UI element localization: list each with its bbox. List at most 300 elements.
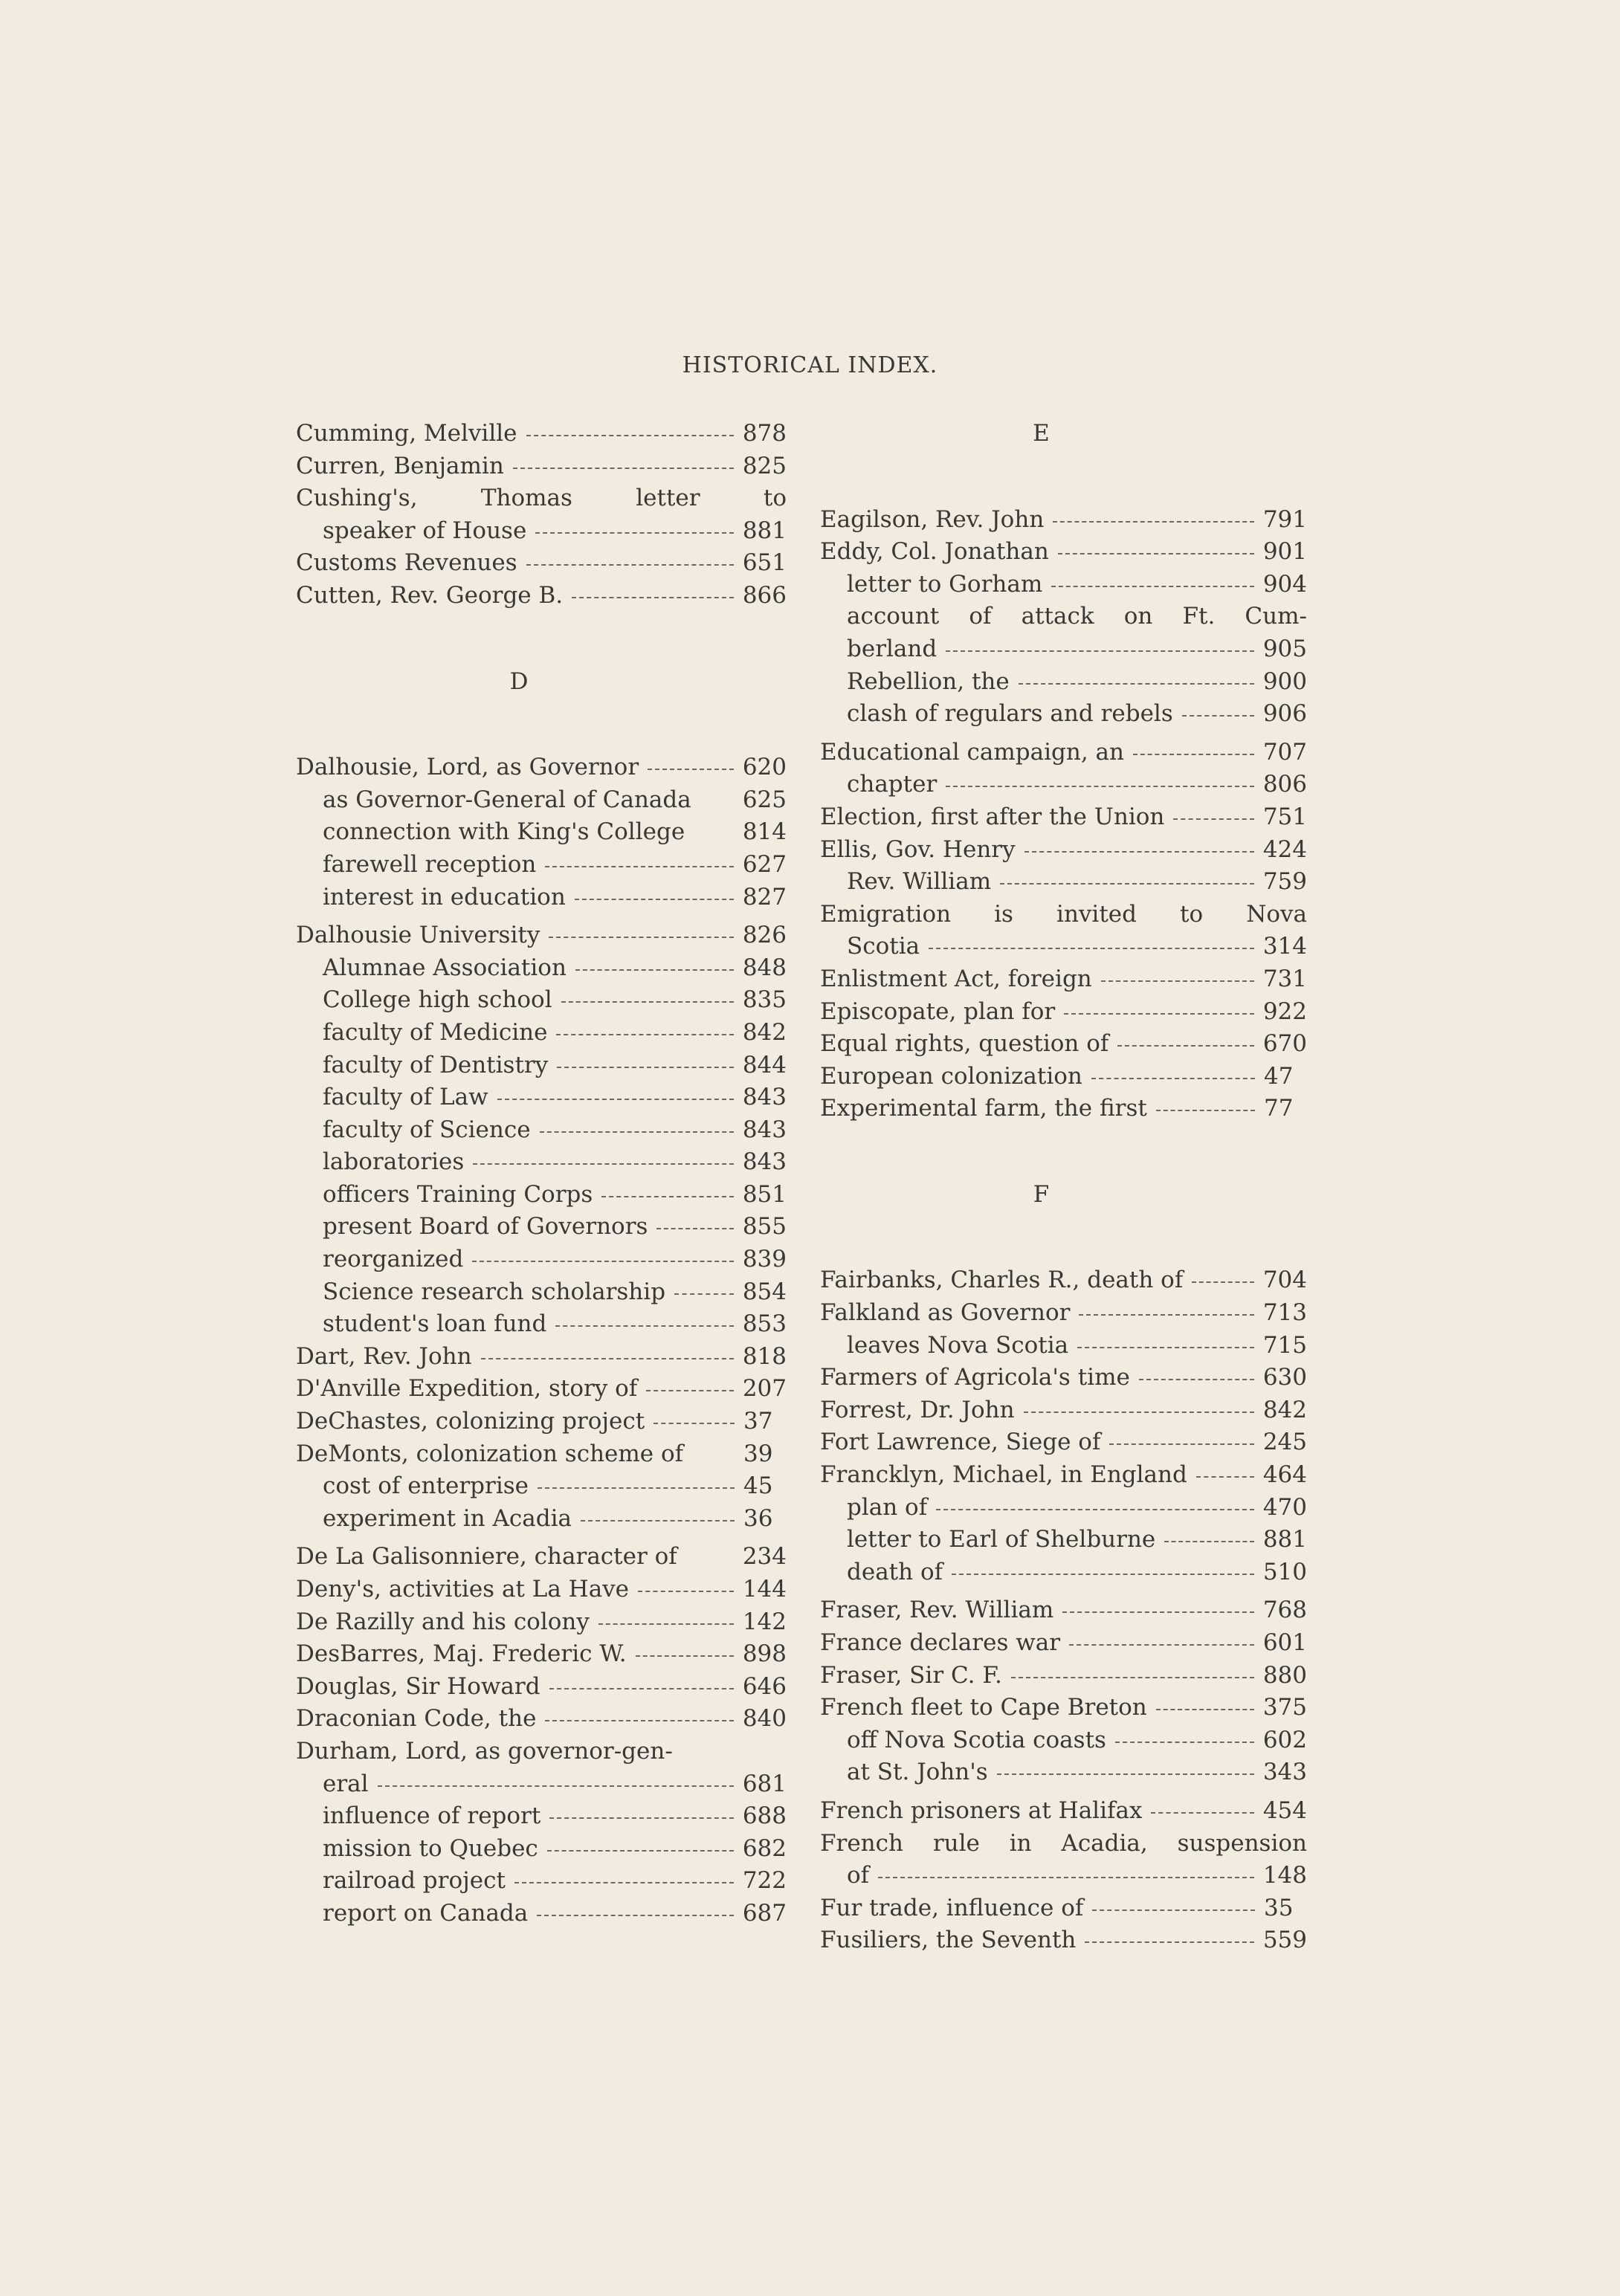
index-entry (820, 1759, 1307, 1791)
index-entry (296, 1052, 787, 1084)
section-spacer (820, 1213, 1307, 1267)
page-number: 627 (742, 850, 787, 878)
dot-leader (581, 1520, 735, 1521)
dot-leader (598, 1623, 734, 1625)
entry-text: DeMonts, colonization scheme of (296, 1440, 684, 1467)
entry-text: present Board of Governors (323, 1213, 648, 1241)
index-entry (820, 868, 1307, 901)
section-spacer (296, 615, 787, 668)
index-entry (820, 1095, 1307, 1128)
index-entry (296, 1181, 787, 1214)
page-number: 843 (742, 1148, 787, 1176)
entry-text: officers Training Corps (323, 1180, 593, 1208)
page-number: 768 (1262, 1597, 1307, 1624)
dot-leader (549, 1817, 733, 1819)
dot-leader (1101, 980, 1254, 982)
entry-text: Enlistment Act, foreign (820, 965, 1092, 992)
index-entry (296, 1900, 787, 1933)
index-entry (296, 954, 787, 987)
page-number: 45 (743, 1472, 773, 1500)
entry-text: Fraser, Sir C. F. (820, 1661, 1002, 1689)
entry-text: Falkland as Governor (820, 1299, 1071, 1327)
index-entry (296, 1472, 787, 1505)
index-entry (820, 771, 1307, 803)
index-entry (296, 1608, 787, 1641)
index-entry (820, 603, 1307, 636)
page-number: 853 (742, 1310, 787, 1338)
entry-text: railroad project (323, 1867, 506, 1895)
page-number: 731 (1262, 965, 1307, 992)
dot-leader (540, 1131, 734, 1133)
entry-text: Rebellion, the (847, 667, 1010, 695)
dot-leader (1139, 1379, 1254, 1380)
page-number: 818 (742, 1342, 787, 1370)
page-number: 827 (742, 883, 787, 911)
index-entry (820, 1299, 1307, 1332)
entry-text: Durham, Lord, as governor-gen- (296, 1737, 673, 1765)
index-entry (296, 1148, 787, 1181)
dot-leader (556, 1034, 733, 1035)
section-spacer (296, 700, 787, 754)
page-number: 510 (1262, 1558, 1307, 1585)
entry-text: Scotia (847, 933, 920, 960)
index-entry (820, 1830, 1307, 1863)
index-entry (820, 966, 1307, 998)
page-number: 601 (1262, 1629, 1307, 1656)
dot-leader (575, 969, 734, 971)
entry-text: Experimental farm, the first (820, 1095, 1147, 1122)
page-number: 559 (1262, 1927, 1307, 1954)
dot-leader (481, 1358, 734, 1359)
page-number: 630 (1262, 1364, 1307, 1391)
page-number: 814 (742, 818, 787, 846)
page-number: 36 (743, 1504, 773, 1532)
entry-text: DesBarres, Maj. Frederic W. (296, 1640, 627, 1668)
page-number: 826 (742, 922, 787, 949)
entry-text: Educational campaign, an (820, 738, 1124, 766)
dot-leader (545, 866, 733, 867)
dot-leader (1062, 1611, 1254, 1613)
entry-text: Curren, Benjamin (296, 452, 504, 479)
page-number: 47 (1264, 1062, 1294, 1090)
index-entry (820, 1727, 1307, 1759)
page-number: 707 (1262, 738, 1307, 766)
page-number: 843 (742, 1084, 787, 1111)
entry-text: connection with King's College (323, 818, 685, 846)
dot-leader (514, 1882, 734, 1883)
index-entry (296, 549, 787, 582)
entry-text: Fort Lawrence, Siege of (820, 1429, 1101, 1456)
dot-leader (946, 786, 1254, 787)
index-entry (296, 986, 787, 1019)
index-entry (820, 1895, 1307, 1927)
spacer (820, 1591, 1307, 1597)
entry-text: Equal rights, question of (820, 1030, 1109, 1058)
entry-text: D'Anville Expedition, story of (296, 1375, 638, 1403)
dot-leader (646, 1390, 734, 1391)
index-entry (820, 1461, 1307, 1494)
entry-text: mission to Quebec (323, 1834, 538, 1862)
page-number: 375 (1262, 1694, 1307, 1721)
entry-text: Emigration is invited to Nova (820, 900, 1307, 928)
index-entry (820, 1662, 1307, 1695)
index-entry (820, 836, 1307, 869)
dot-leader (997, 1773, 1254, 1775)
page-number: 620 (742, 754, 787, 781)
entry-text: Eddy, Col. Jonathan (820, 538, 1049, 566)
page-number: 881 (1262, 1526, 1307, 1553)
page-number: 791 (1262, 505, 1307, 533)
dot-leader (561, 1001, 734, 1003)
index-entry (296, 1084, 787, 1116)
index-entry (296, 1770, 787, 1803)
index-entry (820, 1927, 1307, 1959)
entry-text: De La Galisonniere, character of (296, 1543, 677, 1571)
dot-leader (513, 468, 734, 469)
index-entry (820, 1526, 1307, 1559)
section-spacer (820, 1128, 1307, 1181)
page-number: 77 (1264, 1095, 1294, 1122)
entry-text: as Governor-General of Canada (323, 786, 691, 813)
dot-leader (1196, 1476, 1254, 1478)
index-entry (820, 1597, 1307, 1629)
entry-text: DeChastes, colonizing project (296, 1408, 645, 1435)
entry-text: reorganized (323, 1246, 464, 1273)
page-number: 687 (742, 1899, 787, 1927)
page-number: 39 (743, 1440, 773, 1467)
index-entry (296, 1802, 787, 1835)
dot-leader (878, 1877, 1254, 1878)
index-entry (820, 1862, 1307, 1895)
page-number: 906 (1262, 700, 1307, 728)
dot-leader (636, 1655, 734, 1657)
entry-text: clash of regulars and rebels (847, 700, 1173, 728)
entry-text: Dart, Rev. John (296, 1342, 472, 1370)
dot-leader (1024, 1411, 1254, 1413)
entry-text: Dalhousie, Lord, as Governor (296, 754, 639, 781)
dot-leader (1117, 1045, 1253, 1047)
index-column-left (296, 420, 787, 1933)
dot-leader (1091, 1078, 1255, 1079)
dot-leader (572, 597, 734, 598)
page-number: 898 (742, 1640, 787, 1668)
index-entry (296, 453, 787, 485)
index-entry (296, 1543, 787, 1576)
dot-leader (674, 1293, 734, 1295)
index-entry (296, 1278, 787, 1311)
page-number: 759 (1262, 868, 1307, 896)
index-entry (820, 1797, 1307, 1830)
dot-leader (1182, 715, 1254, 717)
entry-text: Eagilson, Rev. John (820, 505, 1045, 533)
dot-leader (1109, 1443, 1253, 1445)
entry-text: speaker of House (323, 517, 527, 544)
dot-leader (555, 1325, 733, 1327)
index-entry (296, 1246, 787, 1278)
page-number: 901 (1262, 538, 1307, 566)
page-number: 681 (742, 1770, 787, 1797)
index-entry (296, 1408, 787, 1440)
page-number: 905 (1262, 635, 1307, 662)
page-number: 851 (742, 1180, 787, 1208)
entry-text: interest in education (323, 883, 566, 911)
index-entry (820, 571, 1307, 604)
index-entry (820, 1332, 1307, 1365)
index-entry (296, 1019, 787, 1052)
entry-text: at St. John's (847, 1759, 988, 1786)
dot-leader (1085, 1941, 1253, 1943)
dot-leader (936, 1509, 1254, 1510)
dot-leader (638, 1591, 734, 1592)
index-entry (820, 1364, 1307, 1397)
index-entry (296, 922, 787, 954)
page-number: 848 (742, 954, 787, 981)
index-entry (820, 739, 1307, 772)
dot-leader (526, 564, 734, 566)
entry-text: leaves Nova Scotia (847, 1331, 1069, 1359)
page-number: 839 (742, 1246, 787, 1273)
page-number: 646 (742, 1672, 787, 1700)
index-entry (820, 803, 1307, 836)
entry-text: letter to Gorham (847, 570, 1043, 598)
index-entry (820, 1030, 1307, 1063)
entry-text: eral (323, 1770, 369, 1797)
dot-leader (1011, 1677, 1254, 1678)
entry-text: Forrest, Dr. John (820, 1396, 1015, 1423)
entry-text: plan of (847, 1493, 928, 1521)
index-entry (296, 786, 787, 819)
page-number: 880 (1262, 1661, 1307, 1689)
index-entry (820, 933, 1307, 966)
entry-text: Deny's, activities at La Have (296, 1576, 630, 1603)
entry-text: De Razilly and his colony (296, 1608, 590, 1635)
section-spacer (820, 453, 1307, 506)
page-number: 314 (1262, 933, 1307, 960)
index-entry (296, 1375, 787, 1408)
entry-text: berland (847, 635, 938, 662)
index-entry (820, 1063, 1307, 1096)
index-entry (296, 582, 787, 615)
index-entry (820, 1494, 1307, 1527)
index-entry (820, 636, 1307, 668)
dot-leader (1079, 1314, 1253, 1316)
index-entry (296, 485, 787, 517)
index-entry (820, 998, 1307, 1031)
dot-leader (549, 1688, 734, 1689)
entry-text: Fur trade, influence of (820, 1894, 1084, 1921)
dot-leader (1151, 1812, 1253, 1814)
entry-text: influence of report (323, 1802, 541, 1830)
index-entry (820, 506, 1307, 539)
page-number: 844 (742, 1051, 787, 1079)
index-entry (820, 1429, 1307, 1461)
page-number: 144 (742, 1576, 787, 1603)
index-entry (296, 1116, 787, 1149)
spacer (296, 1537, 787, 1543)
index-entry (296, 1705, 787, 1738)
page-number: 207 (742, 1375, 787, 1403)
page-number: 142 (742, 1608, 787, 1635)
entry-text: Alumnae Association (323, 954, 567, 981)
index-entry (296, 754, 787, 786)
dot-leader (537, 1915, 734, 1916)
dot-leader (1077, 1347, 1254, 1348)
dot-leader (473, 1163, 734, 1165)
dot-leader (557, 1067, 734, 1068)
index-entry (296, 1505, 787, 1538)
page-number: 842 (742, 1018, 787, 1046)
dot-leader (601, 1196, 734, 1197)
entry-text: Episcopate, plan for (820, 997, 1056, 1025)
index-entry (820, 1694, 1307, 1727)
dot-leader (549, 937, 733, 938)
entry-text: account of attack on Ft. Cum- (847, 603, 1307, 630)
page-number: 670 (1262, 1030, 1307, 1058)
index-entry (820, 538, 1307, 571)
entry-text: report on Canada (323, 1899, 529, 1927)
entry-text: French prisoners at Halifax (820, 1797, 1143, 1824)
entry-text: Douglas, Sir Howard (296, 1672, 540, 1700)
dot-leader (575, 899, 734, 900)
entry-text: Customs Revenues (296, 549, 517, 577)
entry-text: Farmers of Agricola's time (820, 1364, 1130, 1391)
dot-leader (535, 532, 734, 534)
index-entry (296, 818, 787, 851)
page-number: 881 (742, 517, 787, 544)
page-number: 904 (1262, 570, 1307, 598)
entry-text: of (847, 1862, 870, 1889)
entry-text: faculty of Law (323, 1084, 488, 1111)
dot-leader (1069, 1644, 1254, 1646)
dot-leader (929, 948, 1254, 949)
page-number: 751 (1262, 803, 1307, 830)
page-number: 424 (1262, 835, 1307, 863)
page-number: 866 (742, 581, 787, 609)
entry-text: Draconian Code, the (296, 1705, 537, 1733)
page-number: 713 (1262, 1299, 1307, 1327)
index-entry (296, 1310, 787, 1343)
dot-leader (1019, 683, 1254, 685)
page-number: 37 (743, 1408, 773, 1435)
index-entry (296, 1640, 787, 1673)
entry-text: letter to Earl of Shelburne (847, 1526, 1156, 1553)
index-entry (296, 1835, 787, 1868)
index-entry (296, 1576, 787, 1608)
entry-text: European colonization (820, 1062, 1082, 1090)
entry-text: Fraser, Rev. William (820, 1597, 1054, 1624)
page-number: 625 (742, 786, 787, 813)
dot-leader (472, 1261, 733, 1262)
index-entry (296, 884, 787, 916)
entry-text: Dalhousie University (296, 922, 540, 949)
entry-text: cost of enterprise (323, 1472, 529, 1500)
dot-leader (1192, 1281, 1254, 1283)
spacer (296, 916, 787, 922)
section-letter: F (1033, 1180, 1050, 1208)
index-entry (296, 1343, 787, 1376)
entry-text: Fairbanks, Charles R., death of (820, 1267, 1184, 1294)
page-number: 343 (1262, 1759, 1307, 1786)
dot-leader (1173, 818, 1253, 820)
dot-leader (1164, 1541, 1254, 1542)
index-entry (820, 668, 1307, 701)
entry-text: laboratories (323, 1148, 465, 1176)
page-number: 825 (742, 452, 787, 479)
page-number: 900 (1262, 667, 1307, 695)
index-entry (296, 1738, 787, 1770)
page-number: 878 (742, 420, 787, 447)
entry-text: Fusiliers, the Seventh (820, 1927, 1077, 1954)
entry-text: College high school (323, 986, 552, 1014)
dot-leader (1024, 851, 1254, 853)
entry-text: Francklyn, Michael, in England (820, 1461, 1187, 1489)
page-number: 682 (742, 1834, 787, 1862)
index-entry (820, 1629, 1307, 1662)
entry-text: faculty of Medicine (323, 1018, 548, 1046)
index-entry (296, 1213, 787, 1246)
page-number: 148 (1262, 1862, 1307, 1889)
spacer (820, 733, 1307, 739)
page-number: 245 (1262, 1429, 1307, 1456)
entry-text: France declares war (820, 1629, 1061, 1656)
dot-leader (1053, 521, 1254, 523)
entry-text: Cushing's, Thomas letter to (296, 485, 787, 512)
index-entry (296, 420, 787, 453)
entry-text: death of (847, 1558, 943, 1585)
dot-leader (538, 1487, 735, 1489)
page-title: HISTORICAL INDEX. (682, 352, 938, 378)
page-number: 470 (1262, 1493, 1307, 1521)
index-entry (296, 1673, 787, 1706)
entry-text: faculty of Dentistry (323, 1051, 549, 1079)
entry-text: student's loan fund (323, 1310, 547, 1338)
index-entry (296, 1867, 787, 1900)
index-entry (296, 517, 787, 550)
dot-leader (1064, 1013, 1254, 1015)
dot-leader (1051, 586, 1254, 587)
page-number: 464 (1262, 1461, 1307, 1489)
dot-leader (545, 1720, 733, 1721)
dot-leader (1115, 1742, 1254, 1743)
section-letter: E (1033, 420, 1050, 447)
page-number: 602 (1262, 1726, 1307, 1753)
entry-text: chapter (847, 771, 938, 798)
page-number: 454 (1262, 1797, 1307, 1824)
page-number: 835 (742, 986, 787, 1014)
entry-text: Cutten, Rev. George B. (296, 581, 564, 609)
index-column-right (820, 420, 1307, 1959)
entry-text: Ellis, Gov. Henry (820, 835, 1016, 863)
index-entry (296, 1440, 787, 1473)
dot-leader (378, 1785, 734, 1787)
page-number: 35 (1264, 1894, 1294, 1921)
page-number: 688 (742, 1802, 787, 1830)
page-number: 843 (742, 1116, 787, 1143)
dot-leader (1092, 1909, 1255, 1911)
entry-text: Cumming, Melville (296, 420, 517, 447)
entry-text: Science research scholarship (323, 1278, 666, 1305)
page-number: 854 (742, 1278, 787, 1305)
dot-leader (648, 769, 734, 770)
dot-leader (526, 435, 734, 436)
dot-leader (656, 1228, 733, 1229)
dot-leader (1000, 883, 1254, 885)
entry-text: French rule in Acadia, suspension (820, 1829, 1307, 1857)
dot-leader (1133, 754, 1254, 755)
entry-text: Rev. William (847, 868, 992, 896)
index-entry (820, 1267, 1307, 1299)
page-number: 234 (742, 1543, 787, 1571)
